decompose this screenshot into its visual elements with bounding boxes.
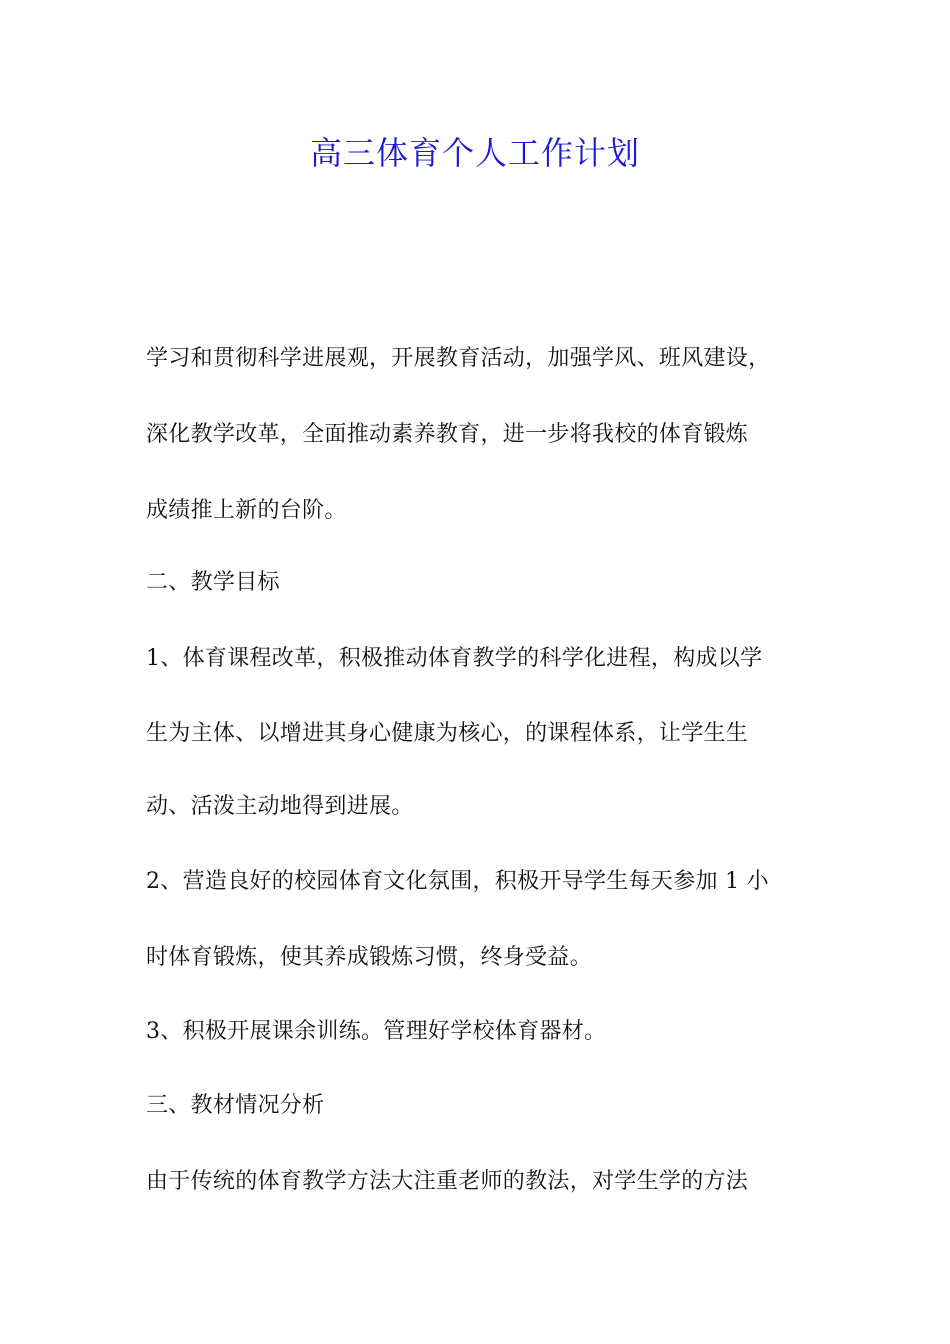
section-heading: 三、教材情况分析 (146, 1093, 325, 1118)
document-title: 高三体育个人工作计划 (309, 134, 640, 172)
paragraph-line: 深化教学改革，全面推动素养教育，进一步将我校的体育锻炼 (146, 422, 749, 447)
paragraph-line: 时体育锻炼，使其养成锻炼习惯，终身受益。 (146, 945, 593, 970)
paragraph-line: 动、活泼主动地得到进展。 (146, 794, 414, 819)
paragraph-line: 成绩推上新的台阶。 (146, 498, 347, 523)
paragraph-line: 2、营造良好的校园体育文化氛围，积极开导学生每天参加 1 小 (146, 869, 769, 894)
section-heading: 二、教学目标 (146, 570, 280, 595)
paragraph-line: 3、积极开展课余训练。管理好学校体育器材。 (146, 1019, 607, 1044)
paragraph-line: 由于传统的体育教学方法大注重老师的教法，对学生学的方法 (146, 1169, 749, 1194)
paragraph-line: 生为主体、以增进其身心健康为核心，的课程体系，让学生生 (146, 721, 749, 746)
paragraph-line: 1、体育课程改革，积极推动体育教学的科学化进程，构成以学 (146, 646, 763, 671)
paragraph-line: 学习和贯彻科学进展观，开展教育活动，加强学风、班风建设， (146, 346, 771, 371)
